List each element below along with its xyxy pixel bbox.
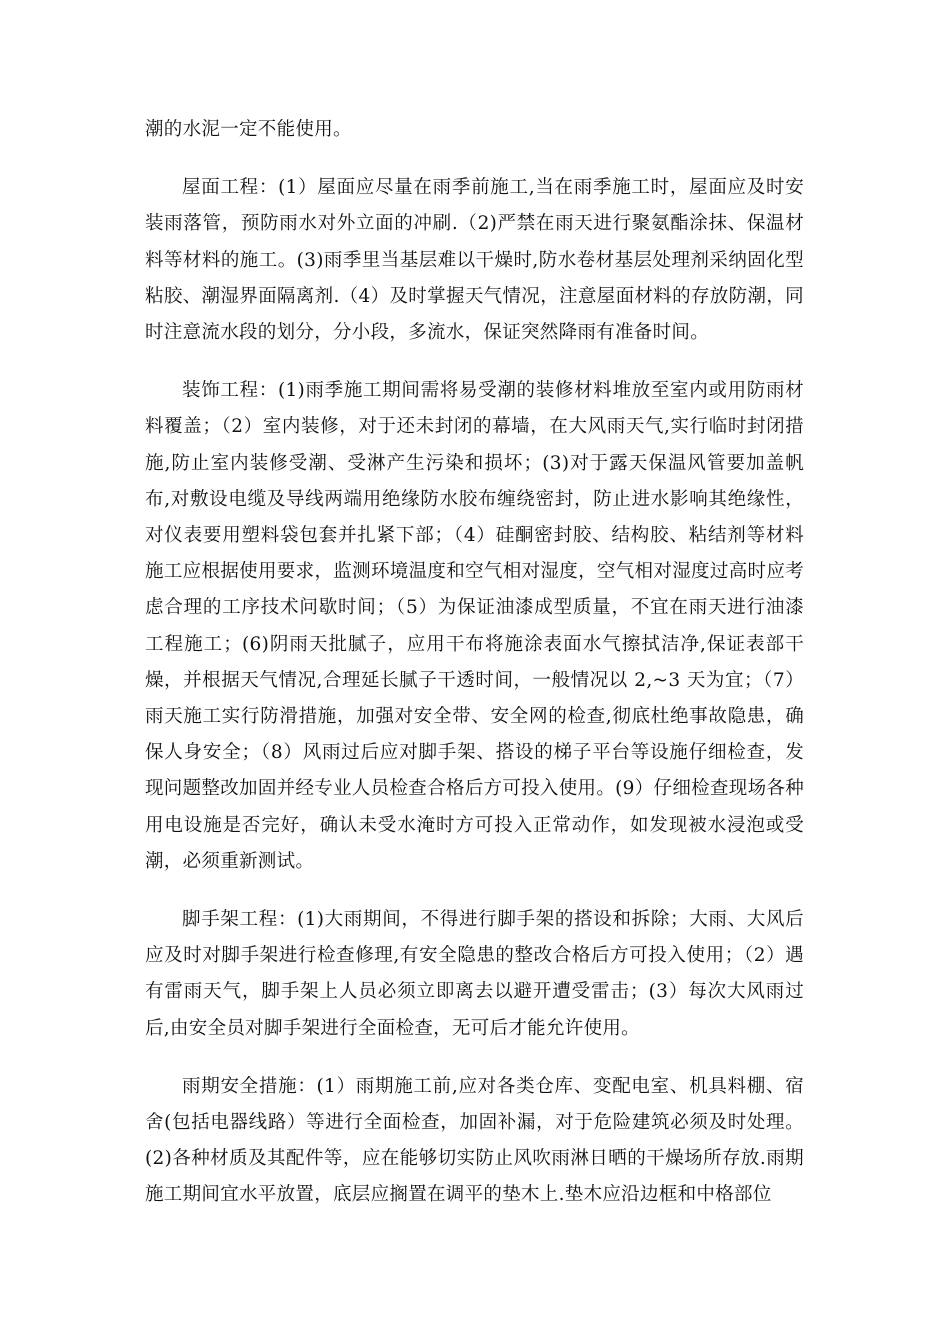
paragraph-roofing: 屋面工程：(1）屋面应尽量在雨季前施工,当在雨季施工时，屋面应及时安装雨落管，预防雨水对外立面的冲刷.（2)严禁在雨天进行聚氨酯涂抹、保温材料等材料的施工。(3)雨季里当基层难以干燥时,防水卷材基层处理剂采纳固化型粘胶、潮湿界面隔离剂.（4）及时掌握天气情况，注意屋面材料的存放防潮，同时注意流水段的划分，分小段，多流水，保证突然降雨有准备时间。	[145, 177, 804, 344]
paragraph-decoration: 装饰工程：(1)雨季施工期间需将易受潮的装修材料堆放至室内或用防雨材料覆盖；（2）室内装修，对于还未封闭的幕墙，在大风雨天气,实行临时封闭措施,防止室内装修受潮、受淋产生污染和损坏；(3)对于露天保温风管要加盖帆布,对敷设电缆及导线两端用绝缘防水胶布缠绕密封，防止进水影响其绝缘性，对仪表要用塑料袋包套并扎紧下部；（4）硅酮密封胶、结构胶、粘结剂等材料施工应根据使用要求，监测环境温度和空气相对湿度，空气相对湿度过高时应考虑合理的工序技术问歇时间；（5）为保证油漆成型质量，不宜在雨天进行油漆工程施工；(6)阴雨天批腻子，应用干布将施涂表面水气擦拭洁净,保证表部干燥，并根据天气情况,合理延长腻子干透时间，一般情况以 2,~3 天为宜；（7）雨天施工实行防滑措施，加强对安全带、安全网的检查,彻底杜绝事故隐患，确保人身安全；（8）风雨过后应对脚手架、搭设的梯子平台等设施仔细检查，发现问题整改加固并经专业人员检查合格后方可投入使用。(9）仔细检查现场各种用电设施是否完好，确认未受水淹时方可投入正常动作，如发现被水浸泡或受潮，必须重新测试。	[145, 380, 804, 872]
paragraph-rain-safety: 雨期安全措施：(1）雨期施工前,应对各类仓库、变配电室、机具料棚、宿舍(包括电器线路）等进行全面检查，加固补漏，对于危险建筑必须及时处理。(2)各种材质及其配件等，应在能够切实防止风吹雨淋日晒的干燥场所存放.雨期施工期间宜水平放置，底层应搁置在调平的垫木上.垫木应沿边框和中格部位	[145, 1075, 804, 1206]
paragraph-scaffolding: 脚手架工程：(1)大雨期间，不得进行脚手架的搭设和拆除；大雨、大风后应及时对脚手架进行检查修理,有安全隐患的整改合格后方可投入使用；（2）遇有雷雨天气，脚手架上人员必须立即离去以避开遭受雷击；(3）每次大风雨过后,由安全员对脚手架进行全面检查，无可后才能允许使用。	[145, 909, 804, 1039]
paragraph-continued: 潮的水泥一定不能使用。	[145, 119, 352, 140]
